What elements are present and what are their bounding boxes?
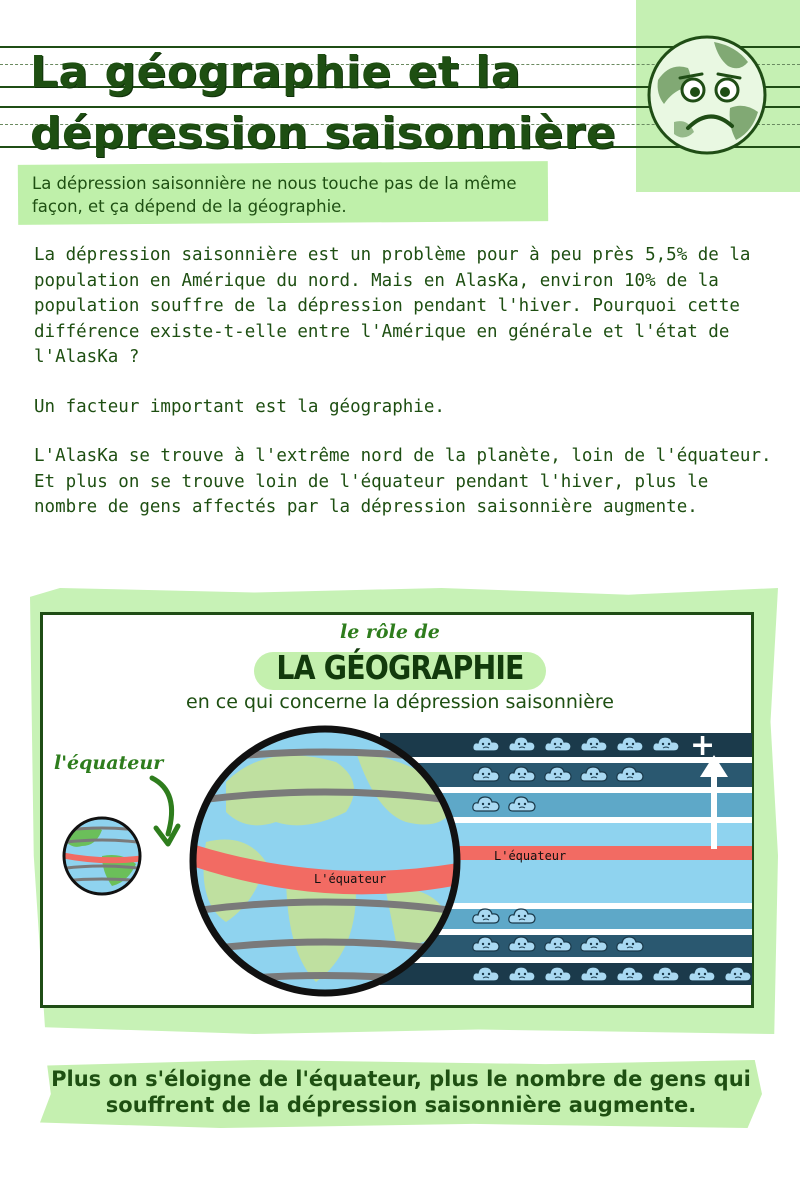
big-globe — [186, 722, 464, 1000]
sad-cloud-icon — [580, 935, 608, 957]
sad-cloud-icon — [508, 907, 536, 929]
figure-subtitle: en ce qui concerne la dépression saisonnière — [186, 691, 614, 713]
sad-cloud-icon — [580, 965, 608, 987]
sad-cloud-icon — [688, 965, 716, 987]
sad-cloud-icon — [508, 735, 536, 757]
sad-cloud-icon — [580, 765, 608, 787]
page-title-line1: La géographie et la — [30, 47, 522, 98]
sad-cloud-icon — [616, 735, 644, 757]
sad-cloud-icon — [472, 795, 500, 817]
conclusion-text: Plus on s'éloigne de l'équateur, plus le nombre de gens qui souffrent de la dépression saisonnière augmente. — [51, 1067, 751, 1117]
sad-cloud-icon — [472, 765, 500, 787]
sad-cloud-icon — [508, 795, 536, 817]
sad-cloud-icon — [472, 965, 500, 987]
sad-cloud-icon — [508, 765, 536, 787]
body-paragraph: Un facteur important est la géographie. — [34, 397, 445, 417]
equator-callout: l'équateur — [54, 752, 164, 774]
sad-cloud-icon — [580, 735, 608, 757]
curved-arrow-icon — [140, 772, 190, 852]
equator-band-label: L'équateur — [494, 849, 567, 863]
plus-sign: + — [690, 728, 716, 763]
figure-heading: LA GÉOGRAPHIE — [276, 648, 524, 687]
sad-cloud-icon — [724, 965, 752, 987]
globe-equator-label: L'équateur — [314, 872, 387, 886]
sad-cloud-icon — [472, 735, 500, 757]
intro-text: La dépression saisonnière ne nous touche pas de la même façon, et ça dépend de la géographie. — [32, 174, 517, 216]
sad-cloud-icon — [616, 765, 644, 787]
sad-cloud-icon — [472, 907, 500, 929]
sad-cloud-icon — [652, 965, 680, 987]
sad-cloud-icon — [544, 965, 572, 987]
sad-cloud-icon — [472, 935, 500, 957]
sad-cloud-icon — [508, 965, 536, 987]
sad-cloud-icon — [544, 935, 572, 957]
page-title-line2: dépression saisonnière — [30, 108, 617, 159]
figure-kicker: le rôle de — [340, 621, 440, 643]
sad-cloud-icon — [544, 735, 572, 757]
sad-cloud-icon — [508, 935, 536, 957]
small-globe — [52, 816, 152, 896]
body-paragraph: L'AlasKa se trouve à l'extrême nord de la planète, loin de l'équateur. Et plus on se trouve loin de l'équateur pendant l'hiver, plus le nombre de gens affectés par la dépression saisonnière augmente. — [34, 446, 772, 517]
sad-cloud-icon — [616, 965, 644, 987]
body-paragraph: La dépression saisonnière est un problème pour à peu près 5,5% de la population en Amérique du nord. Mais en AlasKa, environ 10% de la population souffre de la dépression pendant l'hiver. Pourquoi cette différence existe-t-elle entre l'Amérique en générale et l'état de l'AlasKa ? — [34, 245, 751, 367]
sad-cloud-icon — [544, 765, 572, 787]
sad-cloud-icon — [652, 735, 680, 757]
sad-cloud-icon — [616, 935, 644, 957]
sad-earth-icon — [644, 32, 770, 158]
